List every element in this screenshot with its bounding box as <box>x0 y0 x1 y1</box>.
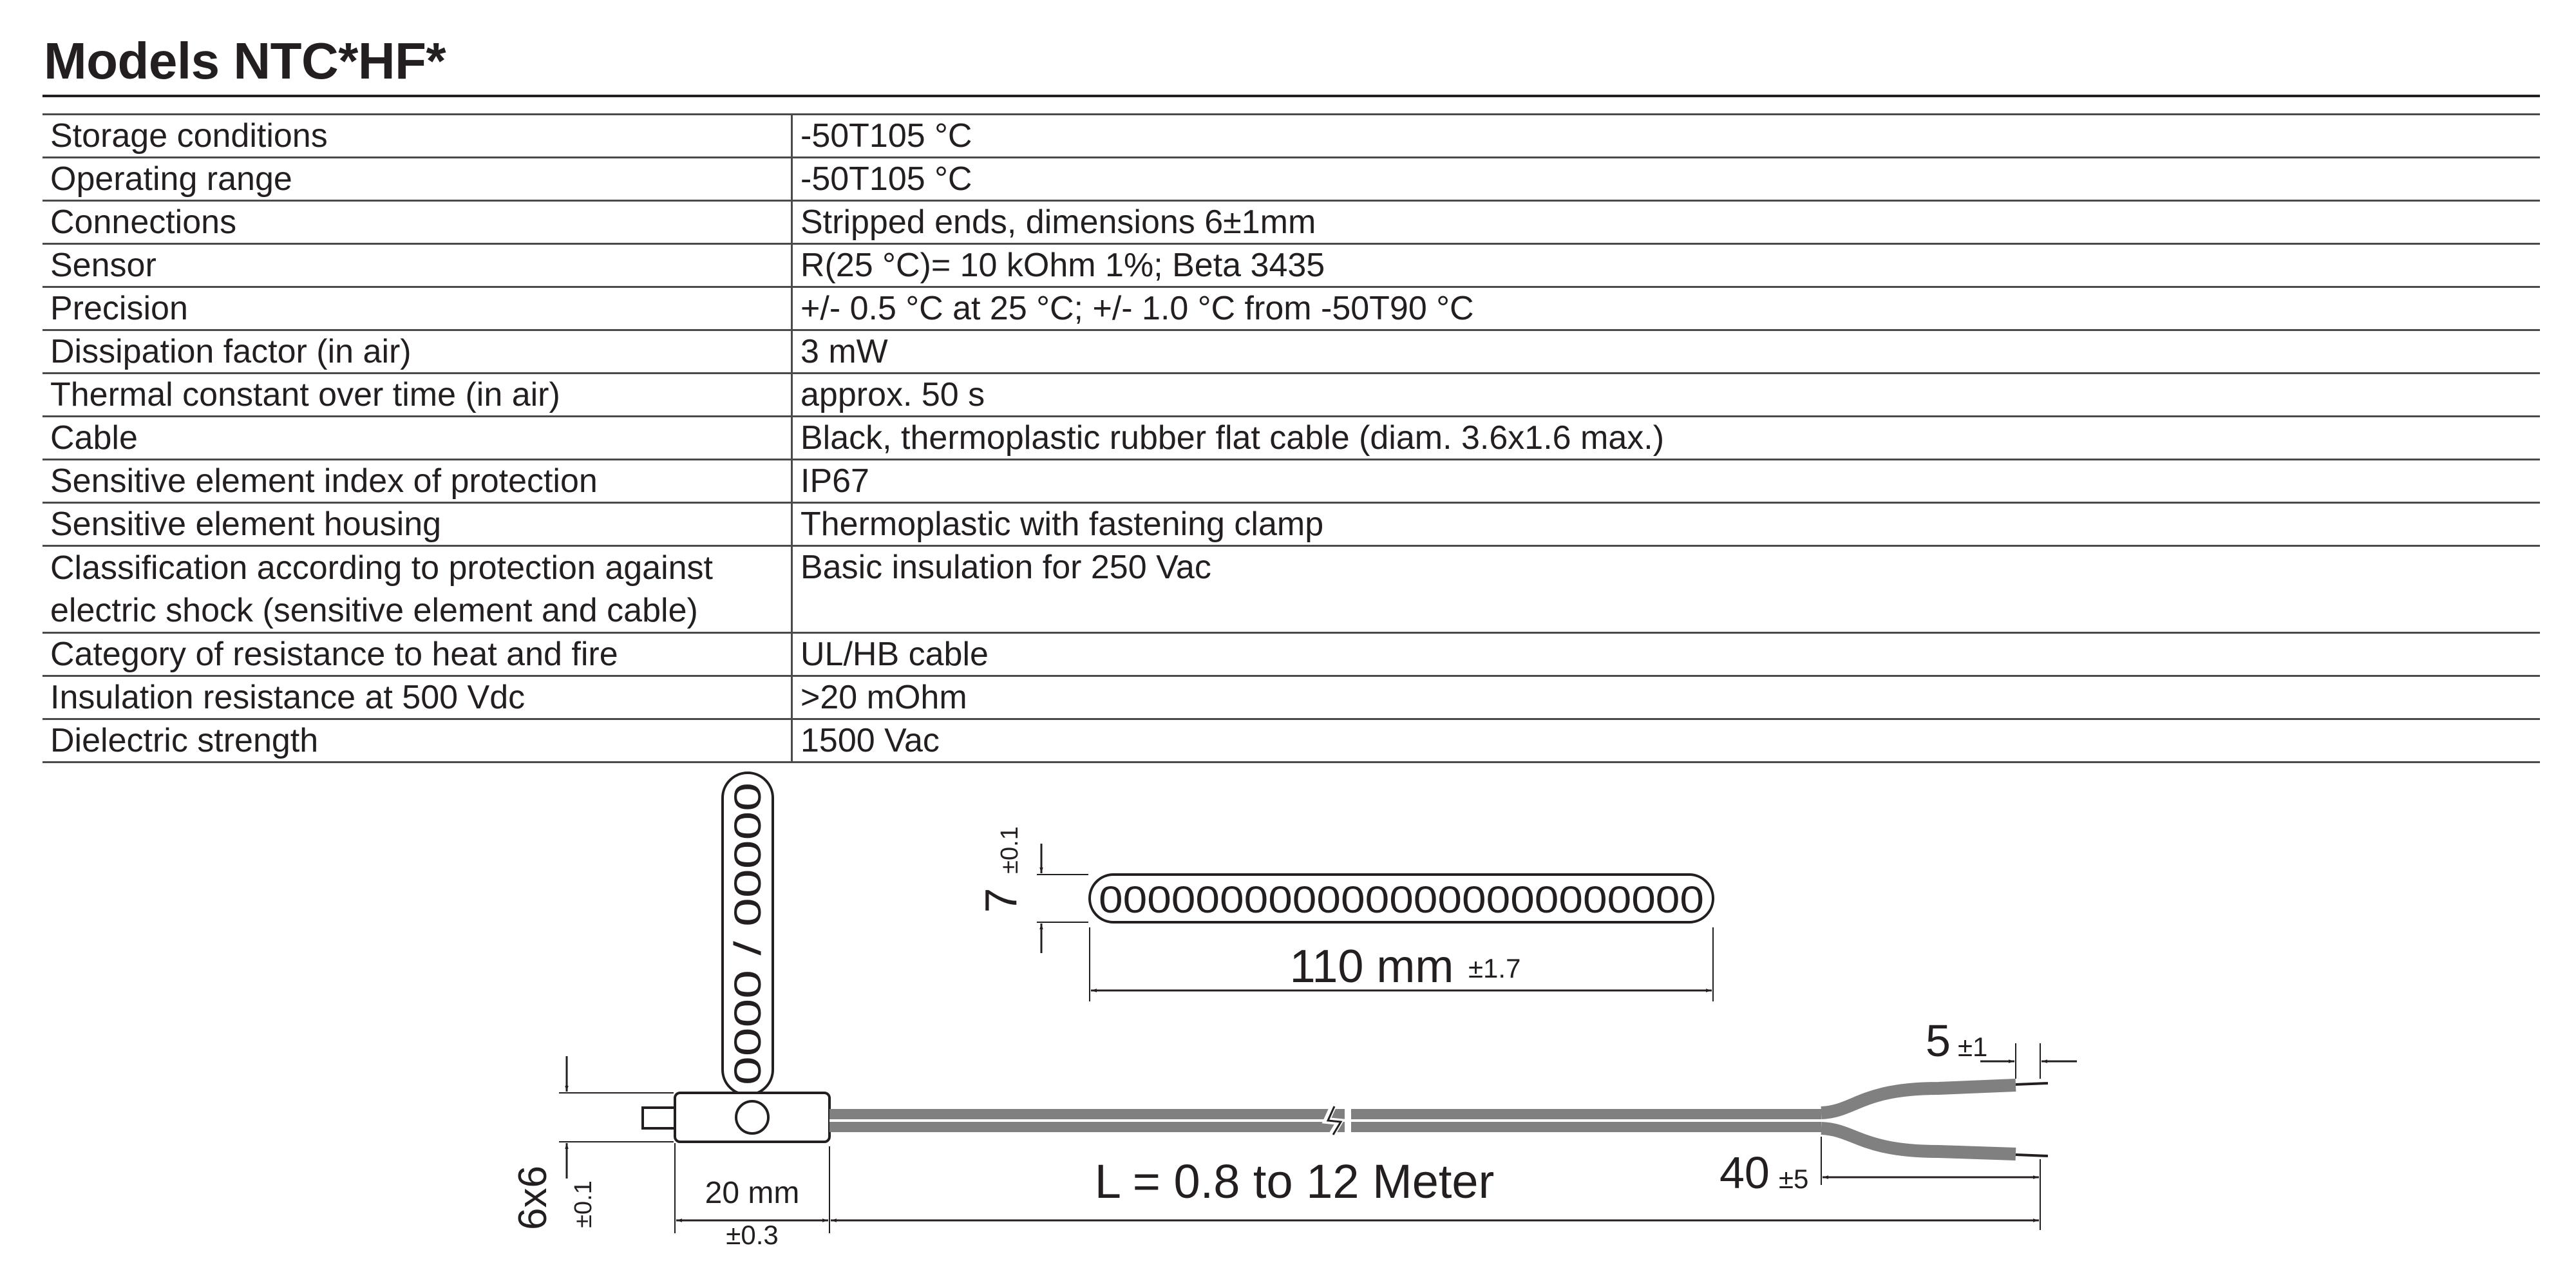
spec-value: 1500 Vac <box>792 719 2541 762</box>
page-title: Models NTC*HF* <box>44 32 446 90</box>
clamp-height-dimension <box>976 826 1088 953</box>
spec-label: Insulation resistance at 500 Vdc <box>43 676 792 719</box>
clamp-vertical-chain-text: 0000 / 00000 <box>727 867 769 1085</box>
spec-value: Basic insulation for 250 Vac <box>792 546 2541 633</box>
spec-label: Operating range <box>43 158 792 201</box>
flat-cable <box>829 1083 2048 1156</box>
spec-value: 3 mW <box>792 330 2541 374</box>
cable-length-label: L = 0.8 to 12 Meter <box>1094 1155 1495 1208</box>
clamp-top-view <box>1090 875 1713 922</box>
clamp-length-dimension <box>1090 927 1713 1001</box>
housing-width-value: 20 mm <box>705 1176 800 1210</box>
spec-value: Thermoplastic with fastening clamp <box>792 503 2541 546</box>
strip-value: 5 <box>1926 1016 1951 1066</box>
spec-label: Category of resistance to heat and fire <box>43 633 792 676</box>
split-tolerance: ±5 <box>1779 1164 1809 1194</box>
spec-label: Dissipation factor (in air) <box>43 330 792 374</box>
spec-value: UL/HB cable <box>792 633 2541 676</box>
housing-section-tolerance: ±0.1 <box>570 1180 597 1228</box>
spec-label: Cable <box>43 417 792 460</box>
spec-value: IP67 <box>792 460 2541 503</box>
spec-value: +/- 0.5 °C at 25 °C; +/- 1.0 °C from -50T90 °C <box>792 287 2541 330</box>
spec-value: >20 mOhm <box>792 676 2541 719</box>
housing-width-tolerance: ±0.3 <box>726 1220 779 1250</box>
clamp-length-tolerance: ±1.7 <box>1468 953 1521 983</box>
spec-label: Sensor <box>43 244 792 287</box>
housing-tip <box>643 1108 675 1128</box>
spec-label: Storage conditions <box>43 115 792 158</box>
spec-label: Dielectric strength <box>43 719 792 762</box>
clamp-height-tolerance: ±0.1 <box>996 826 1023 874</box>
clamp-side-view <box>723 773 773 1095</box>
strip-tolerance: ±1 <box>1958 1032 1988 1062</box>
spec-value: -50T105 °C <box>792 115 2541 158</box>
spec-label: Sensitive element housing <box>43 503 792 546</box>
spec-value: R(25 °C)= 10 kOhm 1%; Beta 3435 <box>792 244 2541 287</box>
cable-length-dimension <box>829 1146 2039 1233</box>
spec-value: approx. 50 s <box>792 374 2541 417</box>
clamp-length-value: 110 mm <box>1289 941 1454 992</box>
clamp-height-value: 7 <box>976 887 1026 913</box>
spec-value: Stripped ends, dimensions 6±1mm <box>792 201 2541 244</box>
spec-label: Classification according to protection against electric shock (sensitive element and cable) <box>43 546 792 633</box>
housing-section-dimension <box>511 1056 674 1230</box>
spec-value: -50T105 °C <box>792 158 2541 201</box>
split-value: 40 <box>1719 1148 1770 1198</box>
housing-section-value: 6x6 <box>511 1166 555 1230</box>
spec-label: Precision <box>43 287 792 330</box>
spec-label: Sensitive element index of protection <box>43 460 792 503</box>
clamp-chain-text: 0000000000000000000000000 <box>1099 879 1704 921</box>
strip-dimension <box>1926 1016 2077 1079</box>
housing-width-dimension <box>675 1143 828 1250</box>
spec-label: Connections <box>43 201 792 244</box>
spec-label: Thermal constant over time (in air) <box>43 374 792 417</box>
spec-value: Black, thermoplastic rubber flat cable (diam. 3.6x1.6 max.) <box>792 417 2541 460</box>
probe-housing <box>643 1093 829 1142</box>
